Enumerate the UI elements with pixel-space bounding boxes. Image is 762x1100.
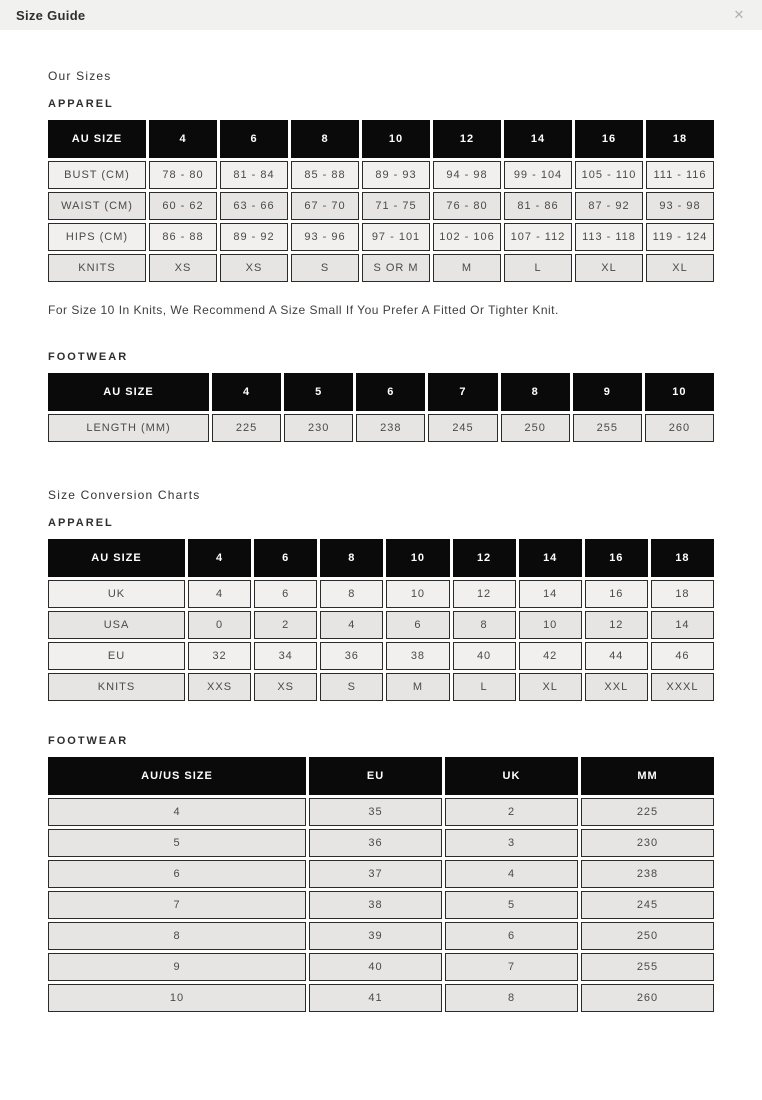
table-cell: UK [48, 580, 185, 608]
table-cell: 46 [651, 642, 714, 670]
table-cell: XXXL [651, 673, 714, 701]
column-header: MM [581, 757, 714, 795]
table-cell: 93 - 96 [291, 223, 359, 251]
footwear-conversion-table [48, 757, 714, 1012]
section-title-our-sizes: Our Sizes [48, 69, 112, 83]
table-cell: 4 [445, 860, 578, 888]
table-cell: 78 - 80 [149, 161, 217, 189]
table-cell: BUST (CM) [48, 161, 146, 189]
table-cell: XS [149, 254, 217, 282]
column-header: 18 [646, 120, 714, 158]
table-cell: 4 [188, 580, 251, 608]
table-cell: 10 [519, 611, 582, 639]
table-cell: 119 - 124 [646, 223, 714, 251]
table-cell: 250 [581, 922, 714, 950]
table-cell: 9 [48, 953, 306, 981]
table-cell: 39 [309, 922, 442, 950]
table-cell: S [291, 254, 359, 282]
table-cell: 225 [581, 798, 714, 826]
modal-title: Size Guide [16, 7, 86, 23]
table-cell: 40 [309, 953, 442, 981]
table-cell: 94 - 98 [433, 161, 501, 189]
table-cell: 6 [254, 580, 317, 608]
column-header: 12 [453, 539, 516, 577]
table-cell: M [433, 254, 501, 282]
table-cell: 12 [585, 611, 648, 639]
table-cell: XS [254, 673, 317, 701]
table-cell: 225 [212, 414, 281, 442]
table-cell: KNITS [48, 673, 185, 701]
table-cell: 76 - 80 [433, 192, 501, 220]
table-cell: 245 [428, 414, 497, 442]
table-cell: XL [519, 673, 582, 701]
table-cell: 6 [386, 611, 449, 639]
column-header: 6 [220, 120, 288, 158]
table-cell: 113 - 118 [575, 223, 643, 251]
column-header: 16 [585, 539, 648, 577]
column-header: UK [445, 757, 578, 795]
column-header: 5 [284, 373, 353, 411]
table-cell: 89 - 93 [362, 161, 430, 189]
table-label-apparel-sizes: APPAREL [48, 98, 114, 110]
table-cell: 238 [356, 414, 425, 442]
table-cell: 4 [320, 611, 383, 639]
column-header: 8 [291, 120, 359, 158]
table-cell: 67 - 70 [291, 192, 359, 220]
table-cell: 97 - 101 [362, 223, 430, 251]
table-cell: 3 [445, 829, 578, 857]
table-cell: KNITS [48, 254, 146, 282]
table-cell: XXL [585, 673, 648, 701]
table-cell: USA [48, 611, 185, 639]
column-header: EU [309, 757, 442, 795]
table-label-footwear-conversion: FOOTWEAR [48, 735, 129, 747]
table-cell: 18 [651, 580, 714, 608]
table-cell: 89 - 92 [220, 223, 288, 251]
section-title-size-conversion: Size Conversion Charts [48, 488, 201, 502]
table-cell: 42 [519, 642, 582, 670]
table-cell: 8 [320, 580, 383, 608]
knits-note: For Size 10 In Knits, We Recommend A Size Small If You Prefer A Fitted Or Tighter Knit. [48, 303, 559, 317]
table-cell: XS [220, 254, 288, 282]
table-cell: 14 [651, 611, 714, 639]
table-cell: 238 [581, 860, 714, 888]
table-cell: 2 [254, 611, 317, 639]
table-cell: L [504, 254, 572, 282]
table-cell: 40 [453, 642, 516, 670]
table-cell: 12 [453, 580, 516, 608]
apparel-sizes-table [48, 120, 714, 282]
table-label-footwear-sizes: FOOTWEAR [48, 351, 129, 363]
table-cell: 35 [309, 798, 442, 826]
table-cell: 81 - 86 [504, 192, 572, 220]
table-cell: 8 [453, 611, 516, 639]
table-cell: 34 [254, 642, 317, 670]
table-cell: 7 [48, 891, 306, 919]
table-cell: 4 [48, 798, 306, 826]
table-cell: L [453, 673, 516, 701]
column-header: 10 [386, 539, 449, 577]
close-icon: ✕ [733, 7, 745, 22]
table-cell: 93 - 98 [646, 192, 714, 220]
column-header: 4 [188, 539, 251, 577]
table-cell: 260 [581, 984, 714, 1012]
column-header: 10 [645, 373, 714, 411]
table-cell: 16 [585, 580, 648, 608]
table-cell: 230 [284, 414, 353, 442]
table-cell: 8 [48, 922, 306, 950]
column-header: 10 [362, 120, 430, 158]
table-cell: 260 [645, 414, 714, 442]
column-header: 4 [149, 120, 217, 158]
table-cell: 0 [188, 611, 251, 639]
table-cell: 60 - 62 [149, 192, 217, 220]
table-cell: 6 [48, 860, 306, 888]
table-cell: 230 [581, 829, 714, 857]
column-header: 8 [320, 539, 383, 577]
table-cell: 71 - 75 [362, 192, 430, 220]
table-cell: LENGTH (MM) [48, 414, 209, 442]
table-cell: 255 [581, 953, 714, 981]
column-header: 14 [519, 539, 582, 577]
table-cell: S OR M [362, 254, 430, 282]
table-cell: 10 [48, 984, 306, 1012]
table-cell: 8 [445, 984, 578, 1012]
table-cell: 6 [445, 922, 578, 950]
table-cell: 63 - 66 [220, 192, 288, 220]
table-cell: 81 - 84 [220, 161, 288, 189]
table-cell: 99 - 104 [504, 161, 572, 189]
footwear-sizes-table [48, 373, 714, 442]
table-cell: EU [48, 642, 185, 670]
column-header: 4 [212, 373, 281, 411]
table-cell: 85 - 88 [291, 161, 359, 189]
table-cell: XXS [188, 673, 251, 701]
size-guide-content [0, 70, 762, 1012]
close-button[interactable] [726, 0, 752, 30]
table-label-apparel-conversion: APPAREL [48, 517, 114, 529]
column-header: 7 [428, 373, 497, 411]
table-cell: 32 [188, 642, 251, 670]
table-cell: XL [646, 254, 714, 282]
table-cell: 86 - 88 [149, 223, 217, 251]
table-cell: 41 [309, 984, 442, 1012]
table-cell: S [320, 673, 383, 701]
table-cell: 107 - 112 [504, 223, 572, 251]
table-cell: 2 [445, 798, 578, 826]
table-cell: 245 [581, 891, 714, 919]
table-cell: 38 [309, 891, 442, 919]
table-cell: WAIST (CM) [48, 192, 146, 220]
table-cell: 111 - 116 [646, 161, 714, 189]
table-cell: 105 - 110 [575, 161, 643, 189]
table-cell: 36 [309, 829, 442, 857]
table-cell: 5 [48, 829, 306, 857]
table-cell: 38 [386, 642, 449, 670]
column-header: 8 [501, 373, 570, 411]
column-header: AU SIZE [48, 373, 209, 411]
table-cell: 5 [445, 891, 578, 919]
table-cell: 14 [519, 580, 582, 608]
apparel-conversion-table [48, 539, 714, 701]
table-cell: 102 - 106 [433, 223, 501, 251]
column-header: 6 [356, 373, 425, 411]
table-cell: HIPS (CM) [48, 223, 146, 251]
column-header: AU/US SIZE [48, 757, 306, 795]
table-cell: 7 [445, 953, 578, 981]
modal-header [0, 0, 762, 30]
column-header: 16 [575, 120, 643, 158]
column-header: AU SIZE [48, 120, 146, 158]
column-header: 18 [651, 539, 714, 577]
column-header: 9 [573, 373, 642, 411]
table-cell: 36 [320, 642, 383, 670]
table-cell: 37 [309, 860, 442, 888]
table-cell: M [386, 673, 449, 701]
column-header: 14 [504, 120, 572, 158]
column-header: 6 [254, 539, 317, 577]
table-cell: 250 [501, 414, 570, 442]
table-cell: 10 [386, 580, 449, 608]
column-header: AU SIZE [48, 539, 185, 577]
table-cell: XL [575, 254, 643, 282]
table-cell: 255 [573, 414, 642, 442]
column-header: 12 [433, 120, 501, 158]
table-cell: 44 [585, 642, 648, 670]
table-cell: 87 - 92 [575, 192, 643, 220]
